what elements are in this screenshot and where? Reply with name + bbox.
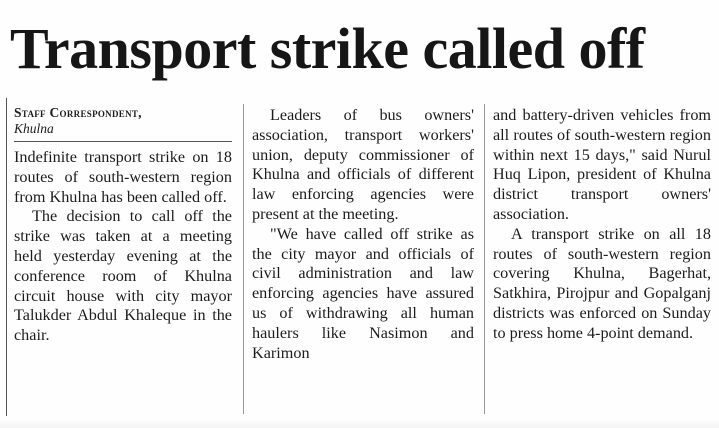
left-border-rule [6,98,7,416]
byline-separator [14,141,232,142]
article-byline: Staff Correspondent, [14,105,142,120]
column-divider [243,104,244,414]
article-paragraph: Leaders of bus owners' association, transport workers' union, deputy commissioner of Khulna and officials of different law enforcing agencies were present at the meeting. [252,106,474,223]
article-paragraph: and battery-driven vehicles from all routes of south-western region within next 15 days," said Nurul Huq Lipon, president of Khulna district transport owners' association. [493,106,711,223]
article-paragraph: The decision to call off the strike was taken at a meeting held yesterday evening at the conference room of Khulna circuit house with city mayor Talukder Abdul Khaleque in the chair. [14,207,232,345]
article-dateline: Khulna [14,121,54,136]
article-paragraph: Indefinite transport strike on 18 routes of south-western region from Khulna has been called off. [14,148,232,206]
article-column-3 [493,106,711,344]
column-divider [484,104,485,414]
article-column-1 [14,104,232,346]
article-column-2 [252,106,474,363]
article-paragraph: A transport strike on all 18 routes of south-western region covering Khulna, Bagerhat, Satkhira, Pirojpur and Gopalganj districts was enforced on Sunday to press home 4-point demand. [493,224,711,342]
page-bottom-edge [0,418,719,428]
article-paragraph: "We have called off strike as the city mayor and officials of civil administration and law enforcing agencies have assured us of withdrawing all human haulers like Nasimon and Karimon [252,224,474,362]
article-headline: Transport strike called off [10,16,645,81]
